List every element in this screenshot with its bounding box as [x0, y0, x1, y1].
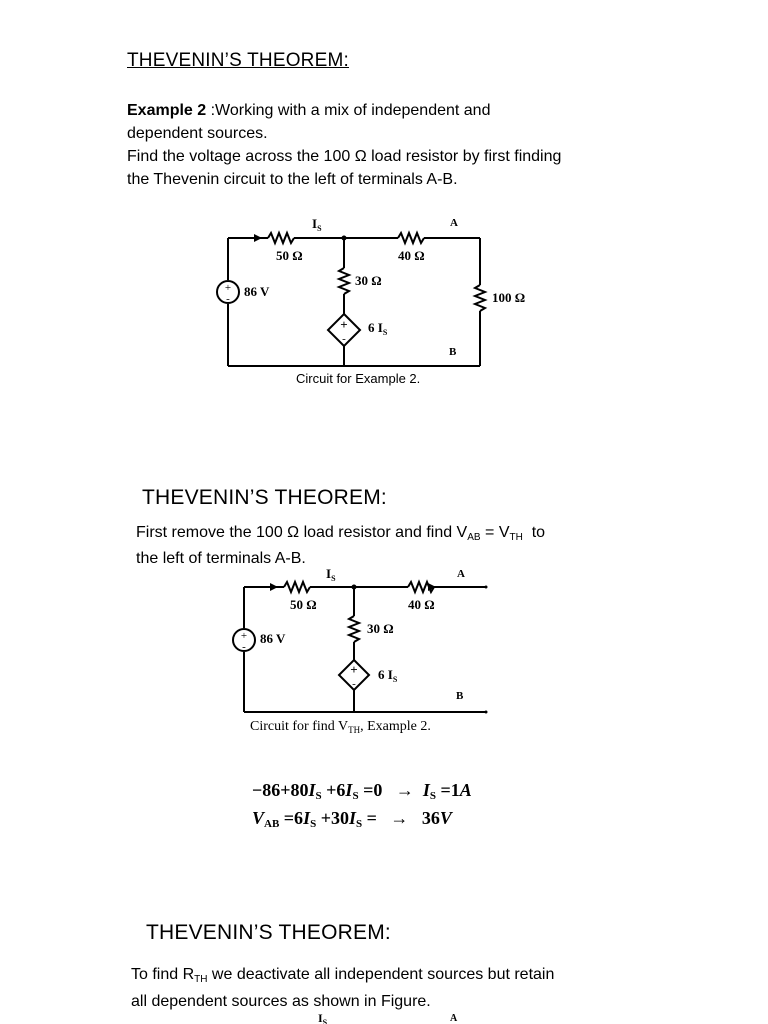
- source-label: 86 V: [244, 284, 270, 299]
- section2-line1: First remove the 100 Ω load resistor and find $V_{AB} = V_{TH}$ to: [136, 524, 546, 543]
- node-a-label: A: [457, 568, 465, 580]
- source-plus: +: [240, 630, 248, 642]
- source-minus: -: [226, 293, 230, 305]
- node-b-label: B: [456, 690, 464, 702]
- section3-line1: To find $R_{TH}$ we deactivate all independent sources but retain: [131, 966, 555, 985]
- equation-2: $V_{AB} =6I_S +30I_S$ = → 36V: [252, 808, 452, 830]
- source-label: 86 V: [260, 631, 286, 646]
- section1-heading: THEVENIN’S THEOREM:: [127, 50, 349, 71]
- instruction-line: Find the voltage across the 100 Ω load resistor by first finding: [127, 148, 562, 165]
- dep-minus: -: [342, 333, 346, 345]
- section3-heading: THEVENIN’S THEOREM:: [146, 921, 391, 944]
- r2-label: 40 Ω: [398, 248, 425, 263]
- section2-heading: THEVENIN’S THEOREM:: [142, 486, 387, 509]
- current-label: $I_S$: [312, 216, 322, 233]
- dep-source-label: 6 $I_S$: [378, 667, 398, 684]
- node-a-label: A: [450, 1013, 458, 1024]
- r3-label: 30 Ω: [367, 621, 394, 636]
- current-label: $I_S$: [318, 1011, 328, 1024]
- section2-line2: the left of terminals A-B.: [136, 550, 306, 567]
- node-b-label: B: [449, 346, 457, 358]
- circuit-caption: Circuit for find $V_{TH}$, Example 2.: [250, 719, 431, 735]
- r3-label: 30 Ω: [355, 273, 382, 288]
- dep-plus: +: [350, 662, 358, 677]
- r2-label: 40 Ω: [408, 597, 435, 612]
- dep-plus: +: [340, 317, 348, 332]
- current-label: $I_S$: [326, 566, 336, 583]
- dep-minus: -: [352, 678, 356, 690]
- equation-1: $-86+80I_S +6I_S =0 \to I_S =1A$: [252, 780, 472, 802]
- r1-label: 50 Ω: [290, 597, 317, 612]
- source-plus: +: [224, 282, 232, 294]
- source-minus: -: [242, 641, 246, 653]
- section3-line2: all dependent sources as shown in Figure.: [131, 993, 431, 1010]
- dep-source-label: 6 $I_S$: [368, 320, 388, 337]
- circuit-caption: Circuit for Example 2.: [296, 371, 421, 386]
- r-load-label: 100 Ω: [492, 290, 526, 305]
- example-text: :Working with a mix of independent and dependent sources.: [127, 102, 491, 142]
- example-label: Example 2: [127, 102, 207, 119]
- r1-label: 50 Ω: [276, 248, 303, 263]
- node-a-label: A: [450, 217, 458, 229]
- instruction-line-2: the Thevenin circuit to the left of terminals A-B.: [127, 171, 458, 188]
